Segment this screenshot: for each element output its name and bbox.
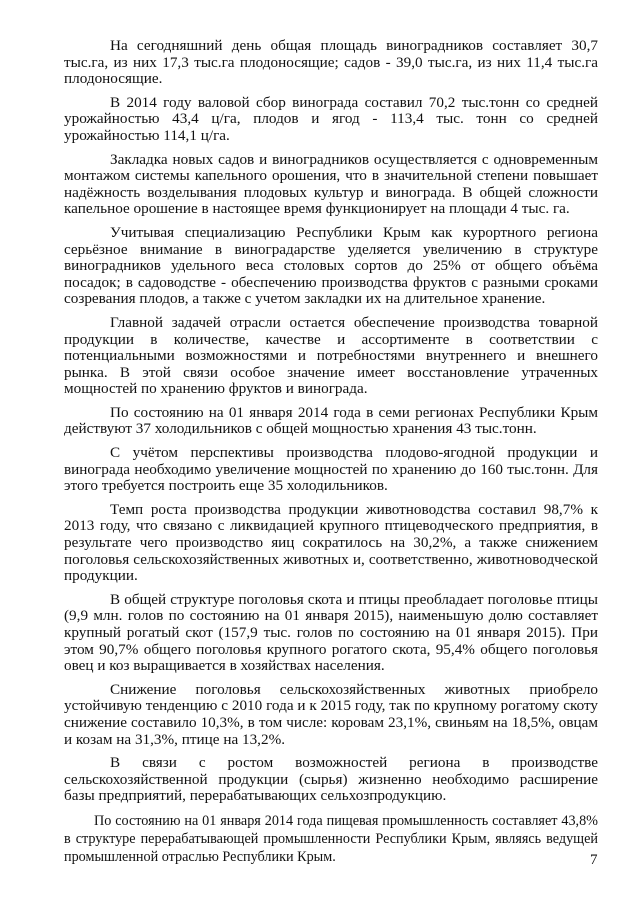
paragraph-processing-expansion: В связи с ростом возможностей региона в производстве сельскохозяйственной продукции (сырья) жизненно необходимо расширение базы предприятий, перерабатывающих сельхозпродукцию. bbox=[64, 754, 598, 805]
paragraph-livestock-growth: Темп роста производства продукции животноводства составил 98,7% к 2013 году, что связано с ликвидацией крупного птицеводческого предприятия, в результате чего производство яиц сократилось на 30,2%, а также снижением поголовья сельскохозяйственных животных и, соответственно, животноводческой продукции. bbox=[64, 500, 598, 585]
paragraph-gross-harvest: В 2014 году валовой сбор винограда составил 70,2 тыс.тонн со средней урожайностью 43,4 ц/га, плодов и ягод - 113,4 тыс. тонн со средней урожайностью 114,1 ц/га. bbox=[64, 93, 598, 144]
paragraph-vineyard-area: На сегодняшний день общая площадь виноградников составляет 30,7 тыс.га, из них 17,3 тыс.га плодоносящие; садов - 39,0 тыс.га, из них 11,4 тыс.га плодоносящие. bbox=[64, 37, 598, 88]
paragraph-main-task: Главной задачей отрасли остается обеспечение производства товарной продукции в количестве, качестве и ассортименте в соответствии с потенциальными возможностями и потребностями внутреннего и внешнего рынка. В этой связи особое значение имеет восстановление утраченных мощностей по хранению фруктов и винограда. bbox=[64, 313, 598, 398]
paragraph-resort-specialization: Учитывая специализацию Республики Крым как курортного региона серьёзное внимание в виноградарстве уделяется увеличению в структуре виноградников удельного веса столовых сортов до 25% от общего объёма посадок; в садоводстве - обеспечению производства фруктов с разными сроками созревания плодов, а также с учетом закладки их на длительное хранение. bbox=[64, 223, 598, 308]
paragraph-food-industry: По состоянию на 01 января 2014 года пищевая промышленность составляет 43,8% в структуре перерабатывающей промышленности Республики Крым, являясь ведущей промышленной отраслью Республики Крым. bbox=[64, 812, 598, 865]
paragraph-livestock-structure: В общей структуре поголовья скота и птицы преобладает поголовье птицы (9,9 млн. голов по состоянию на 01 января 2015), наименьшую долю составляет крупный рогатый скот (157,9 тыс. голов по состоянию на 01 января 2015). При этом 90,7% общего поголовья крупного рогатого скота, 95,4% общего поголовья овец и коз выращивается в хозяйствах населения. bbox=[64, 590, 598, 675]
paragraph-livestock-decline: Снижение поголовья сельскохозяйственных животных приобрело устойчивую тенденцию с 2010 года и к 2015 году, так по крупному рогатому скоту снижение составило 10,3%, в том числе: коровам 23,1%, свиньям на 18,5%, овцам и козам на 31,3%, птице на 13,2%. bbox=[64, 680, 598, 748]
paragraph-drip-irrigation: Закладка новых садов и виноградников осуществляется с одновременным монтажом системы капельного орошения, что в значительной степени повышает надёжность возделывания плодовых культур и винограда. В общей сложности капельное орошение в настоящее время функционирует на площади 4 тыс. га. bbox=[64, 150, 598, 218]
paragraph-refrigerators: По состоянию на 01 января 2014 года в семи регионах Республики Крым действуют 37 холодильников с общей мощностью хранения 43 тыс.тонн. bbox=[64, 403, 598, 438]
paragraph-storage-prospects: С учётом перспективы производства плодово-ягодной продукции и винограда необходимо увеличение мощностей по хранению до 160 тыс.тонн. Для этого требуется построить еще 35 холодильников. bbox=[64, 444, 598, 495]
page-number: 7 bbox=[590, 852, 598, 868]
